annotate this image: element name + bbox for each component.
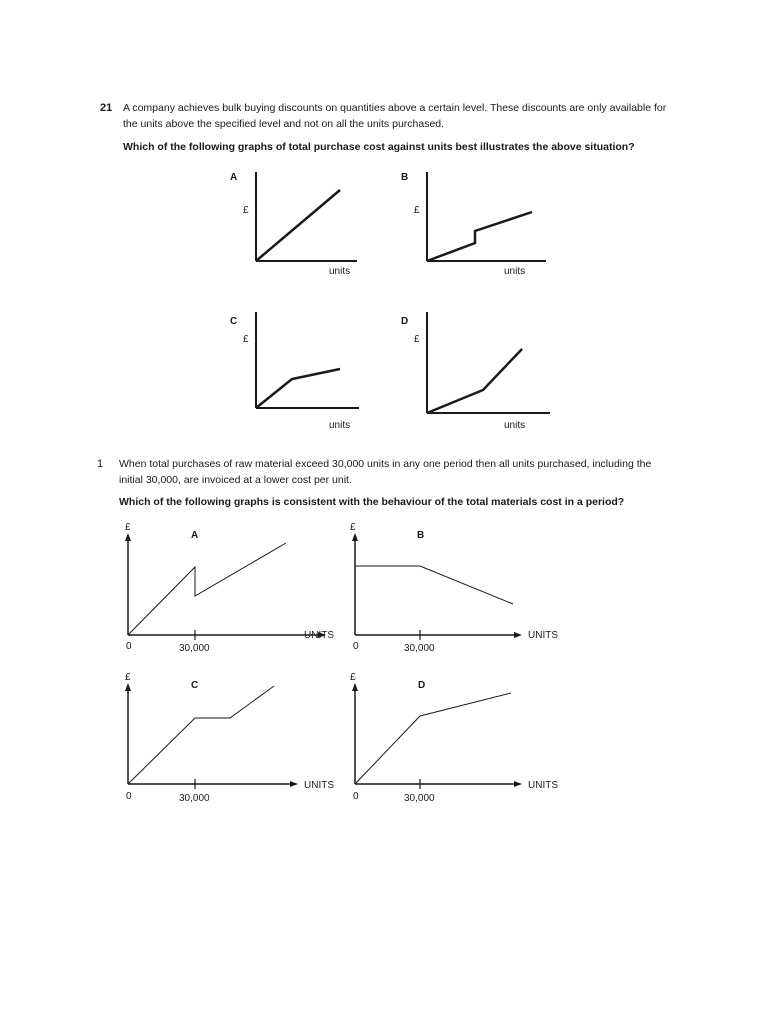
q21-graph-a (225, 168, 375, 283)
option-label: A (191, 530, 199, 541)
q21-graph-b (396, 168, 556, 283)
y-axis-label: £ (350, 672, 356, 683)
x-axis-label: units (504, 420, 526, 431)
cost-line (128, 686, 274, 784)
origin-label: 0 (126, 791, 132, 802)
option-label: B (401, 172, 409, 183)
option-label: A (230, 172, 238, 183)
x-axis-label: units (504, 266, 526, 277)
x-axis-label: UNITS (304, 780, 334, 791)
y-axis-label: £ (414, 334, 420, 345)
y-axis-label: £ (125, 522, 131, 533)
option-label: B (417, 530, 425, 541)
option-label: D (418, 680, 426, 691)
option-label: C (230, 316, 238, 327)
question-text-line1: A company achieves bulk buying discounts on quantities above a certain level. These discounts are only available for (123, 102, 667, 114)
q1-graph-b (345, 520, 575, 660)
x-tick-label: 30,000 (404, 793, 435, 804)
cost-line (256, 369, 340, 408)
y-axis-label: £ (243, 334, 249, 345)
y-axis-label: £ (125, 672, 131, 683)
x-axis-label: UNITS (528, 630, 558, 641)
x-axis-label: units (329, 420, 351, 431)
option-label: D (401, 316, 409, 327)
question-text-line2: initial 30,000, are invoiced at a lower cost per unit. (119, 474, 352, 486)
x-axis-arrow (290, 781, 298, 787)
option-label: C (191, 680, 199, 691)
x-axis-arrow (514, 632, 522, 638)
y-axis-label: £ (414, 205, 420, 216)
x-axis-label: UNITS (528, 780, 558, 791)
q1-graph-a (120, 520, 350, 660)
origin-label: 0 (126, 641, 132, 652)
x-tick-label: 30,000 (179, 793, 210, 804)
x-axis-label: units (329, 266, 351, 277)
x-tick-label: 30,000 (179, 643, 210, 654)
question-text-line1: When total purchases of raw material exceed 30,000 units in any one period then all units purchased, including the (119, 458, 652, 470)
y-axis-label: £ (350, 522, 356, 533)
cost-line (427, 212, 532, 261)
question-prompt: Which of the following graphs is consistent with the behaviour of the total materials cost in a period? (119, 496, 625, 508)
question-prompt: Which of the following graphs of total purchase cost against units best illustrates the above situation? (123, 141, 635, 153)
y-axis-label: £ (243, 205, 249, 216)
cost-line (128, 543, 286, 635)
q21-graph-c (225, 312, 375, 432)
cost-line (355, 566, 513, 604)
question-text-line2: the units above the specified level and not on all the units purchased. (123, 118, 445, 130)
origin-label: 0 (353, 641, 359, 652)
x-axis-label: UNITS (304, 630, 334, 641)
question-number: 21 (100, 102, 113, 114)
question-number: 1 (97, 458, 104, 470)
x-tick-label: 30,000 (404, 643, 435, 654)
cost-line (427, 349, 522, 413)
q21-graph-d (396, 312, 556, 432)
x-axis-arrow (514, 781, 522, 787)
q1-graph-c (120, 670, 350, 810)
q1-graph-d (345, 670, 575, 810)
cost-line (355, 693, 511, 784)
cost-line (256, 190, 340, 261)
origin-label: 0 (353, 791, 359, 802)
